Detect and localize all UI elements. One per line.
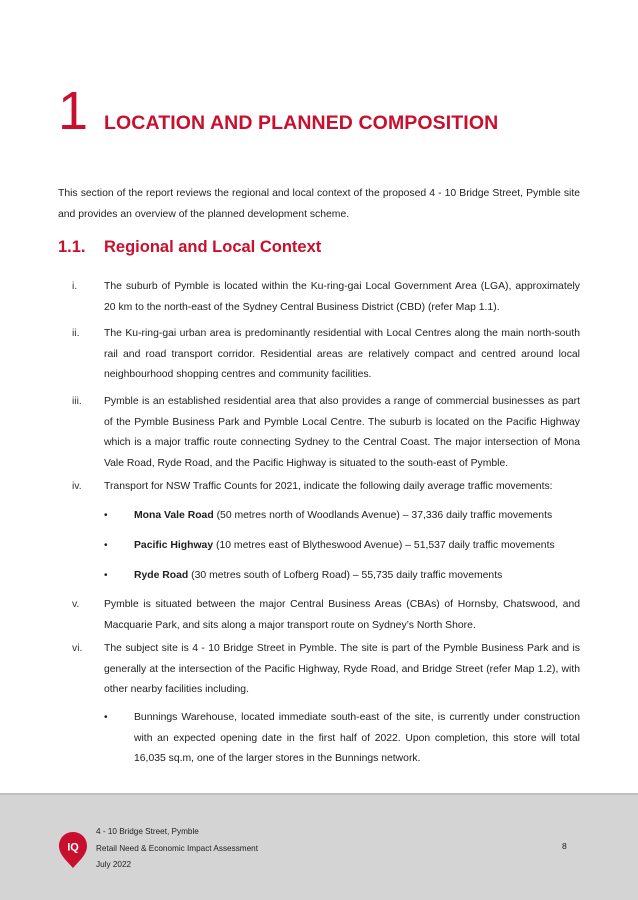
- list-marker: iii.: [72, 396, 82, 407]
- list-marker: v.: [72, 599, 80, 610]
- traffic-bullet: [104, 536, 580, 557]
- traffic-detail: (10 metres east of Blytheswood Avenue) – 51,537 daily traffic movements: [213, 540, 555, 551]
- section-number: 1.1.: [58, 238, 86, 256]
- section-title: Regional and Local Context: [104, 238, 322, 256]
- list-item-text: The Ku-ring-gai urban area is predominantly residential with Local Centres along the main north-south rail and road transport corridor. Residential areas are relatively compact and centred around local neighbourhood shopping centres and community facilities.: [104, 328, 580, 380]
- section-heading: [58, 238, 321, 257]
- list-item: [58, 324, 580, 386]
- facility-bullet: [104, 708, 580, 770]
- list-item: [58, 639, 580, 701]
- road-name: Mona Vale Road: [134, 510, 214, 521]
- list-item: [58, 595, 580, 636]
- traffic-detail: (50 metres north of Woodlands Avenue) – 37,336 daily traffic movements: [213, 510, 553, 521]
- list-item: [58, 392, 580, 474]
- list-item-text: The subject site is 4 - 10 Bridge Street in Pymble. The site is part of the Pymble Business Park and is generally at the intersection of the Pacific Highway, Ryde Road, and Bridge Street (refer Map 1.2), with other nearby facilities including.: [104, 643, 580, 695]
- list-item-text: Pymble is an established residential area that also provides a range of commercial businesses as part of the Pymble Business Park and Pymble Local Centre. The suburb is located on the Pacific Highway which is a major traffic route connecting Sydney to the Central Coast. The major intersection of Mona Vale Road, Ryde Road, and the Pacific Highway is situated to the south-east of Pymble.: [104, 396, 580, 469]
- bullet-icon: •: [104, 510, 108, 521]
- list-marker: ii.: [72, 328, 80, 339]
- intro-paragraph: This section of the report reviews the regional and local context of the proposed 4 - 10 Bridge Street, Pymble site and provides an overview of the planned development scheme.: [58, 188, 580, 220]
- traffic-bullet: [104, 506, 580, 527]
- bullet-icon: •: [104, 540, 108, 551]
- bullet-icon: •: [104, 570, 108, 581]
- page-footer: [0, 793, 638, 900]
- footer-report-title: Retail Need & Economic Impact Assessment: [96, 843, 258, 853]
- footer-info: [96, 824, 258, 874]
- list-item-text: Transport for NSW Traffic Counts for 2021, indicate the following daily average traffic movements:: [104, 481, 553, 492]
- list-item: [58, 477, 580, 498]
- bullet-icon: •: [104, 712, 108, 723]
- list-item-text: Pymble is situated between the major Central Business Areas (CBAs) of Hornsby, Chatswood, and Macquarie Park, and sits along a major transport route on Sydney’s North Shore.: [104, 599, 580, 631]
- list-marker: iv.: [72, 481, 82, 492]
- road-name: Ryde Road: [134, 570, 189, 581]
- iq-logo-icon: [58, 831, 88, 869]
- footer-divider: [0, 793, 638, 795]
- chapter-number: 1: [58, 81, 89, 141]
- footer-project-name: 4 - 10 Bridge Street, Pymble: [96, 827, 199, 836]
- page-number: 8: [562, 841, 567, 851]
- list-item-text: The suburb of Pymble is located within the Ku-ring-gai Local Government Area (LGA), approximately 20 km to the north-east of the Sydney Central Business District (CBD) (refer Map 1.1).: [104, 281, 580, 313]
- road-name: Pacific Highway: [134, 540, 214, 551]
- traffic-bullet: [104, 566, 580, 587]
- list-marker: vi.: [72, 643, 83, 654]
- list-marker: i.: [72, 281, 78, 292]
- traffic-detail: (30 metres south of Lofberg Road) – 55,735 daily traffic movements: [188, 570, 503, 581]
- footer-date: July 2022: [96, 860, 132, 869]
- chapter-title: LOCATION AND PLANNED COMPOSITION: [104, 112, 499, 134]
- list-item: [58, 277, 580, 318]
- facility-text: Bunnings Warehouse, located immediate south-east of the site, is currently under construction with an expected opening date in the first half of 2022. Upon completion, this store will total 16,035 sq.m, one of the larger stores in the Bunnings network.: [134, 712, 580, 764]
- logo-text: IQ: [67, 841, 79, 854]
